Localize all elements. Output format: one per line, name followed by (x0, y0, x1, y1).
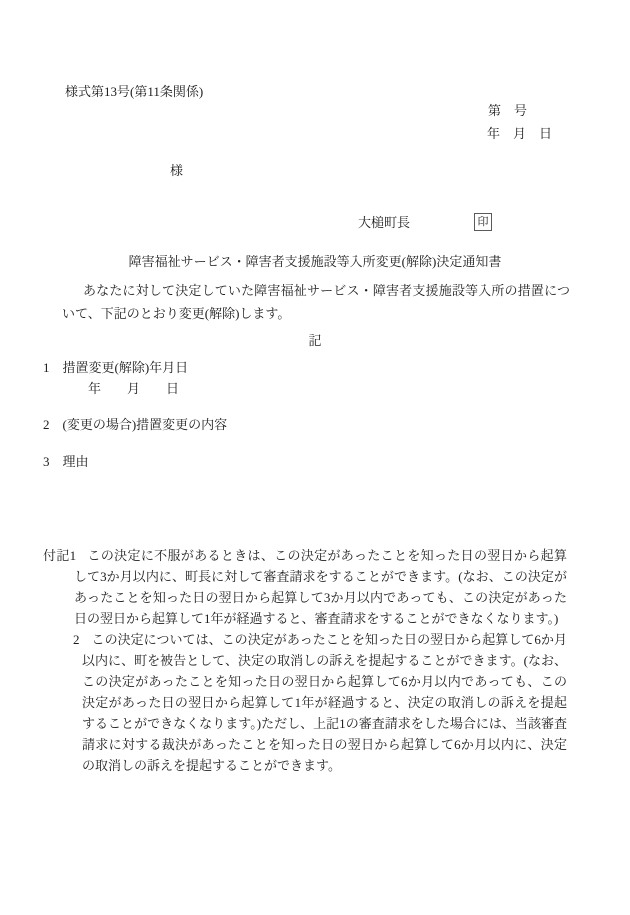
document-title: 障害福祉サービス・障害者支援施設等入所変更(解除)決定通知書 (128, 254, 502, 269)
appendix-item-2-number: 2 (73, 632, 80, 647)
seal-box (474, 213, 492, 231)
appendix-item-2 (73, 629, 567, 776)
seal-mark: 印 (477, 215, 489, 228)
appendix-notes (43, 545, 567, 776)
issuer-name: 大槌町長 (358, 215, 411, 230)
appendix-item-1 (43, 545, 567, 629)
item-1-heading (43, 357, 188, 378)
item-1-date-placeholder: 年 月 日 (88, 381, 180, 396)
document-number: 第 号 (488, 103, 528, 118)
appendix-item-1-label: 付記1 (43, 548, 77, 563)
item-2-heading (43, 414, 227, 435)
issue-date: 年 月 日 (487, 126, 553, 141)
item-3-heading (43, 451, 89, 472)
item-1-number: 1 (43, 360, 50, 375)
item-3-label: 理由 (62, 454, 89, 469)
form-number: 様式第13号(第11条関係) (65, 84, 204, 99)
item-3-number: 3 (43, 454, 50, 469)
addressee-honorific: 様 (170, 163, 184, 178)
appendix-item-1-text: この決定に不服があるときは、この決定があったことを知った日の翌日から起算して3か月以内に、町長に対して審査請求をすることができます。(なお、この決定があったことを知った日の翌日から起算して3か月以内であっても、この決定があった日の翌日から起算して1年が経過すると、審査請求をすることができなくなります。) (74, 548, 567, 626)
intro-paragraph: あなたに対して決定していた障害福祉サービス・障害者支援施設等入所の措置について、下記のとおり変更(解除)します。 (62, 283, 570, 321)
item-2-number: 2 (43, 417, 50, 432)
item-2-label: (変更の場合)措置変更の内容 (62, 417, 228, 432)
item-1-label: 措置変更(解除)年月日 (62, 360, 189, 375)
record-marker: 記 (308, 333, 322, 348)
appendix-item-2-text: この決定については、この決定があったことを知った日の翌日から起算して6か月以内に、町を被告として、決定の取消しの訴えを提起することができます。(なお、この決定があったことを知った日の翌日から起算して6か月以内であっても、この決定があった日の翌日から起算して1年が経過すると、決定の取消しの訴えを提起することができなくなります。)ただし、上記1の審査請求をした場合には、当該審査請求に対する裁決があったことを知った日の翌日から起算して6か月以内に、決定の取消しの訴えを提起することができます。 (82, 632, 567, 773)
